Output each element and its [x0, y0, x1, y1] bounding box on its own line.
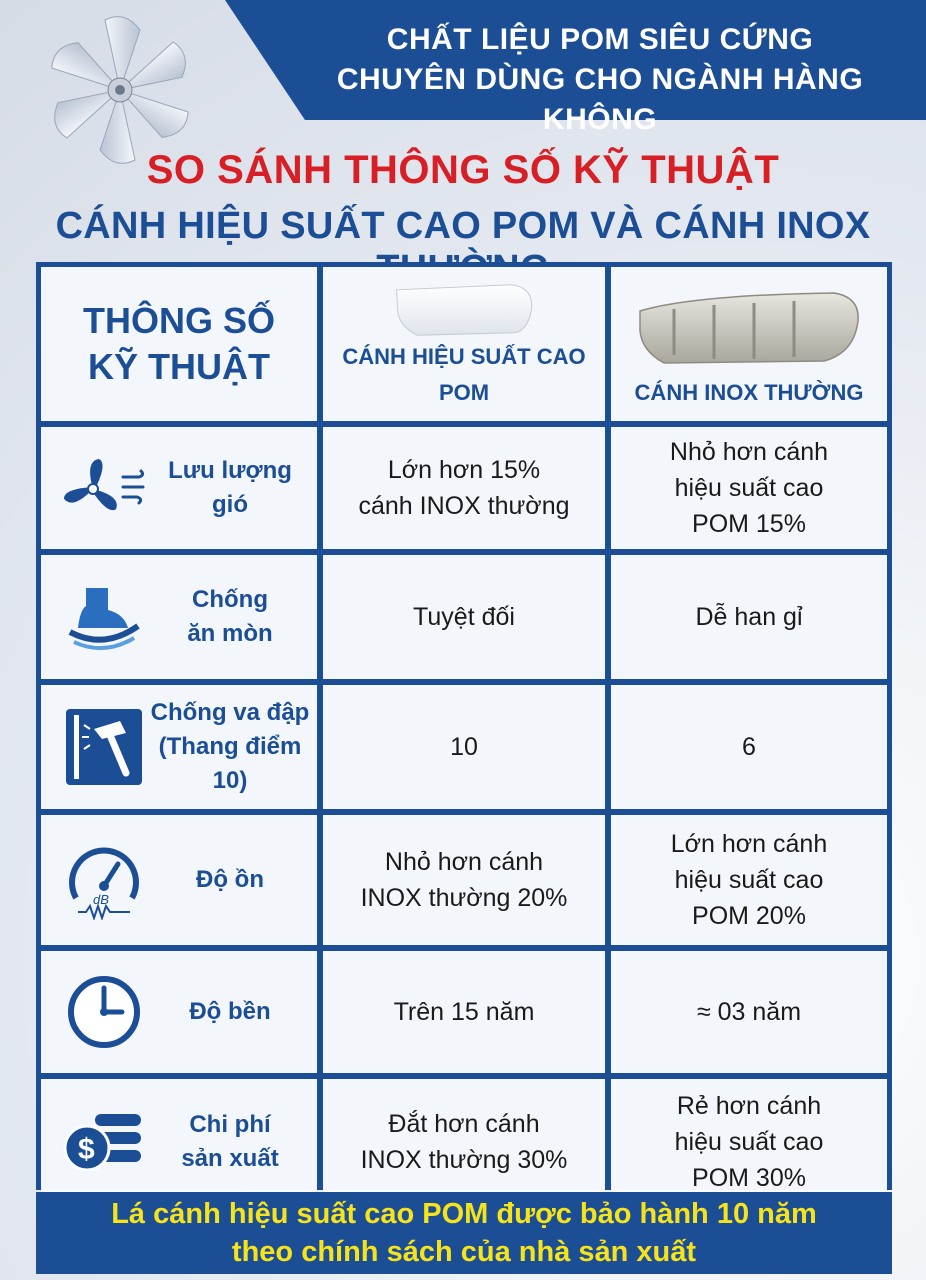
decibel-gauge-icon	[59, 837, 149, 923]
fan-wind-icon	[59, 445, 149, 531]
inox-value-airflow: Nhỏ hơn cánh hiệu suất cao POM 15%	[611, 427, 887, 549]
param-cell-cost	[41, 1079, 317, 1205]
param-cell-durability	[41, 951, 317, 1073]
param-label-durability: Độ bền	[189, 998, 271, 1025]
inox-value-cost: Rẻ hơn cánh hiệu suất cao POM 30%	[611, 1079, 887, 1205]
param-cell-impact	[41, 685, 317, 809]
param-label-noise: Độ ồn	[196, 866, 264, 893]
title-line-1: SO SÁNH THÔNG SỐ KỸ THUẬT	[146, 148, 780, 192]
inox-value-noise: Lớn hơn cánh hiệu suất cao POM 20%	[611, 815, 887, 945]
inox-header-cell	[611, 267, 887, 421]
param-label-corrosion: Chống ăn mòn	[187, 586, 273, 647]
banner-text	[300, 20, 900, 140]
inox-blade-image	[634, 281, 864, 373]
fan-propeller-image	[20, 10, 220, 170]
hammer-impact-icon	[59, 704, 149, 790]
param-label-impact: Chống va đập (Thang điểm 10)	[150, 699, 310, 794]
banner-line-2: CHUYÊN DÙNG CHO NGÀNH HÀNG KHÔNG	[336, 63, 864, 136]
corrosion-shield-icon	[59, 574, 149, 660]
title-line-2: CÁNH HIỆU SUẤT CAO POM VÀ CÁNH INOX	[55, 205, 871, 247]
pom-value-impact: 10	[323, 685, 605, 809]
param-label-airflow: Lưu lượng gió	[168, 457, 292, 518]
dollar-coins-icon	[59, 1099, 149, 1185]
param-header-cell	[41, 267, 317, 421]
param-cell-corrosion	[41, 555, 317, 679]
inox-value-durability: ≈ 03 năm	[611, 951, 887, 1073]
pom-header-cell	[323, 267, 605, 421]
pom-value-airflow: Lớn hơn 15% cánh INOX thường	[323, 427, 605, 549]
banner-line-1: CHẤT LIỆU POM SIÊU CỨNG	[386, 23, 814, 56]
pom-value-corrosion: Tuyệt đối	[323, 555, 605, 679]
clock-icon	[59, 969, 149, 1055]
param-cell-noise	[41, 815, 317, 945]
param-header-label: THÔNG SỐ KỸ THUẬT	[82, 300, 275, 387]
warranty-footer: Lá cánh hiệu suất cao POM được bảo hành 10 năm theo chính sách của nhà sản xuất	[36, 1192, 892, 1274]
pom-blade-image	[349, 281, 579, 339]
inox-column-label: CÁNH INOX THƯỜNG	[634, 380, 864, 405]
inox-value-impact: 6	[611, 685, 887, 809]
param-cell-airflow	[41, 427, 317, 549]
svg-text:dB: dB	[93, 892, 109, 907]
pom-value-noise: Nhỏ hơn cánh INOX thường 20%	[323, 815, 605, 945]
comparison-table	[36, 262, 892, 1190]
pom-value-cost: Đắt hơn cánh INOX thường 30%	[323, 1079, 605, 1205]
inox-value-corrosion: Dễ han gỉ	[611, 555, 887, 679]
param-label-cost: Chi phí sản xuất	[181, 1111, 279, 1172]
pom-column-label: CÁNH HIỆU SUẤT CAO POM	[342, 344, 586, 405]
pom-value-durability: Trên 15 năm	[323, 951, 605, 1073]
svg-text:$: $	[78, 1133, 95, 1166]
